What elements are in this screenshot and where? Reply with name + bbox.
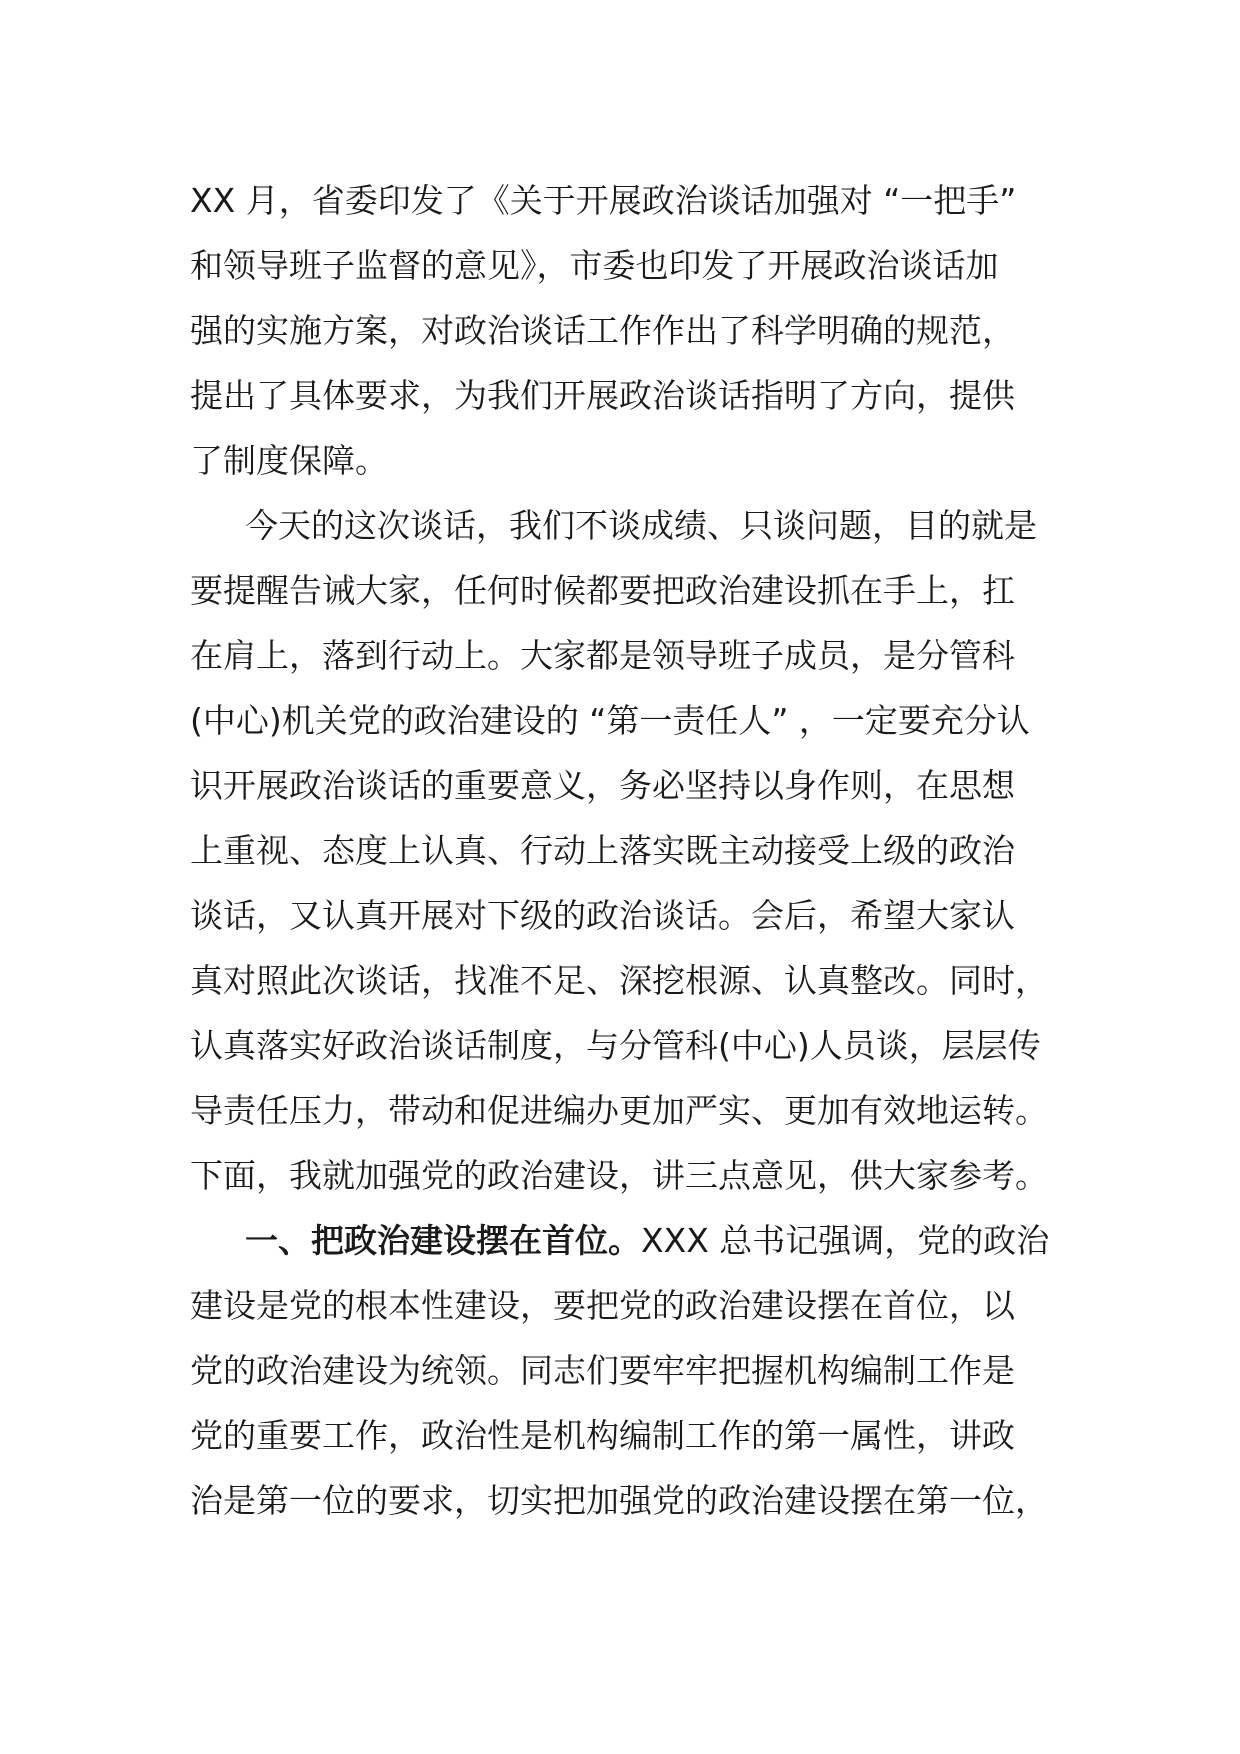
section-heading-line	[190, 1208, 1070, 1273]
text-line: 导责任压力，带动和促进编办更加严实、更加有效地运转。	[190, 1091, 1048, 1130]
text-line: 建设是党的根本性建设，要把党的政治建设摆在首位，以	[190, 1286, 1015, 1325]
document-body	[190, 168, 1070, 1533]
text-line: 党的重要工作，政治性是机构编制工作的第一属性，讲政	[190, 1416, 1015, 1455]
text-line: 下面，我就加强党的政治建设，讲三点意见，供大家参考。	[190, 1156, 1048, 1195]
text-line: 和领导班子监督的意见》，市委也印发了开展政治谈话加	[190, 246, 999, 285]
text-line: 在肩上，落到行动上。大家都是领导班子成员，是分管科	[190, 636, 1015, 675]
text-line: 谈话，又认真开展对下级的政治谈话。会后，希望大家认	[190, 896, 1015, 935]
text-line: 要提醒告诫大家，任何时候都要把政治建设抓在手上，扛	[190, 571, 1015, 610]
text-line: 真对照此次谈话，找准不足、深挖根源、认真整改。同时，	[190, 961, 1048, 1000]
text-line: 认真落实好政治谈话制度，与分管科(中心)人员谈，层层传	[190, 1026, 1041, 1065]
text-line: (中心)机关党的政治建设的 “第一责任人” ，一定要充分认	[190, 701, 1030, 740]
paragraph-start-line: 今天的这次谈话，我们不谈成绩、只谈问题，目的就是	[245, 506, 1037, 545]
text-line: 了制度保障。	[190, 441, 388, 480]
section-heading-continuation: XXX 总书记强调，党的政治	[641, 1221, 1050, 1260]
text-line: 上重视、态度上认真、行动上落实既主动接受上级的政治	[190, 831, 1015, 870]
text-line: 治是第一位的要求，切实把加强党的政治建设摆在第一位，	[190, 1481, 1048, 1520]
text-line: 强的实施方案，对政治谈话工作作出了科学明确的规范，	[190, 311, 1015, 350]
section-heading: 一、把政治建设摆在首位。	[245, 1221, 641, 1260]
text-line: 提出了具体要求，为我们开展政治谈话指明了方向，提供	[190, 376, 1015, 415]
text-line: 党的政治建设为统领。同志们要牢牢把握机构编制工作是	[190, 1351, 1015, 1390]
text-line: XX 月，省委印发了《关于开展政治谈话加强对 “一把手”	[190, 181, 1017, 220]
text-line: 识开展政治谈话的重要意义，务必坚持以身作则，在思想	[190, 766, 1015, 805]
